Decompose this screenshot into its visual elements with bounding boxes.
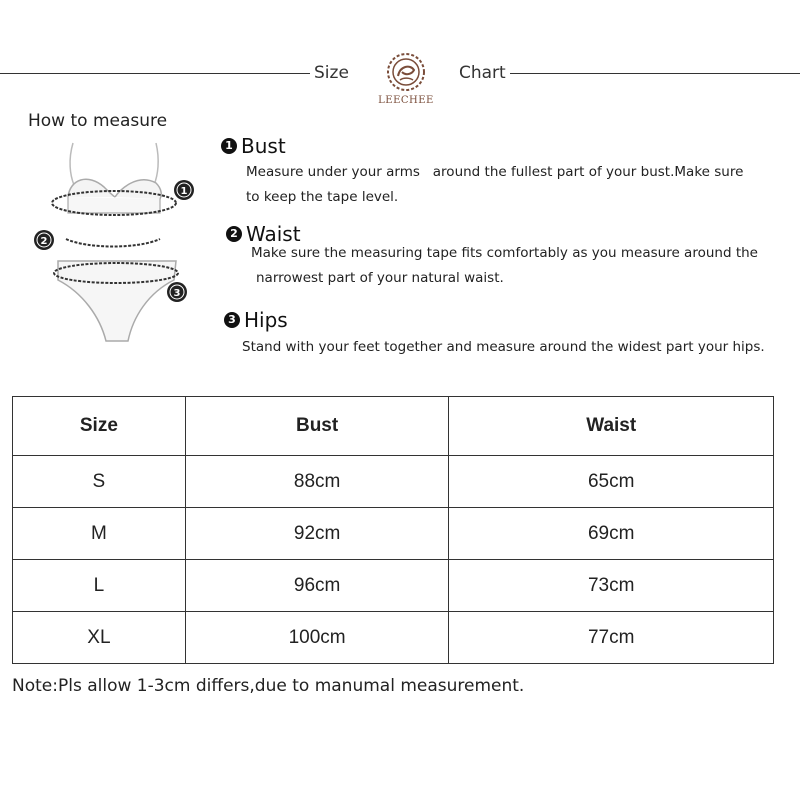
title-chart: Chart [459, 63, 506, 83]
section-bust-heading [221, 134, 286, 158]
number-badge-1: 1 [221, 138, 237, 154]
cell-waist: 65cm [449, 456, 774, 508]
marker-3 [167, 282, 187, 302]
logo-text: LEECHEE [378, 95, 434, 106]
cell-bust: 92cm [185, 508, 449, 560]
bikini-diagram-icon [28, 135, 203, 350]
measurement-note: Note:Pls allow 1-3cm differs,due to manumal measurement. [12, 676, 525, 696]
section-bust-line: to keep the tape level. [246, 189, 399, 205]
table-row [13, 560, 774, 612]
cell-bust: 96cm [185, 560, 449, 612]
title-size: Size [314, 63, 349, 83]
svg-text:2: 2 [40, 236, 48, 247]
cell-bust: 88cm [185, 456, 449, 508]
table-row [13, 508, 774, 560]
cell-bust: 100cm [185, 612, 449, 664]
how-to-measure-label: How to measure [28, 111, 168, 131]
measurement-figure [28, 135, 203, 350]
section-hips-text [242, 335, 765, 360]
section-waist-title: Waist [246, 222, 301, 246]
cell-size: M [13, 508, 186, 560]
size-table [12, 396, 774, 664]
marker-2 [34, 230, 54, 250]
cell-size: S [13, 456, 186, 508]
header-bust: Bust [185, 397, 449, 456]
cell-waist: 69cm [449, 508, 774, 560]
header-rule-right [510, 73, 800, 74]
section-bust-text [246, 160, 743, 210]
cell-waist: 77cm [449, 612, 774, 664]
brand-logo [376, 50, 436, 116]
cell-size: XL [13, 612, 186, 664]
section-waist-line: Make sure the measuring tape fits comfortably as you measure around the [251, 245, 758, 261]
header-rule-left [0, 73, 310, 74]
section-hips-heading [224, 308, 288, 332]
section-waist-text [251, 241, 758, 291]
section-bust-title: Bust [241, 134, 286, 158]
table-header-row [13, 397, 774, 456]
svg-text:3: 3 [173, 288, 181, 299]
svg-text:1: 1 [180, 186, 188, 197]
cell-waist: 73cm [449, 560, 774, 612]
header-size: Size [13, 397, 186, 456]
cell-size: L [13, 560, 186, 612]
section-waist-line: narrowest part of your natural waist. [256, 270, 504, 286]
table-row [13, 456, 774, 508]
table-row [13, 612, 774, 664]
marker-1 [174, 180, 194, 200]
section-hips-title: Hips [244, 308, 288, 332]
section-bust-line: Measure under your arms around the fullest part of your bust.Make sure [246, 164, 744, 180]
number-badge-3: 3 [224, 312, 240, 328]
number-badge-2: 2 [226, 226, 242, 242]
header-waist: Waist [449, 397, 774, 456]
logo-emblem-icon [376, 50, 436, 96]
section-hips-line: Stand with your feet together and measure around the widest part your hips. [242, 339, 765, 355]
